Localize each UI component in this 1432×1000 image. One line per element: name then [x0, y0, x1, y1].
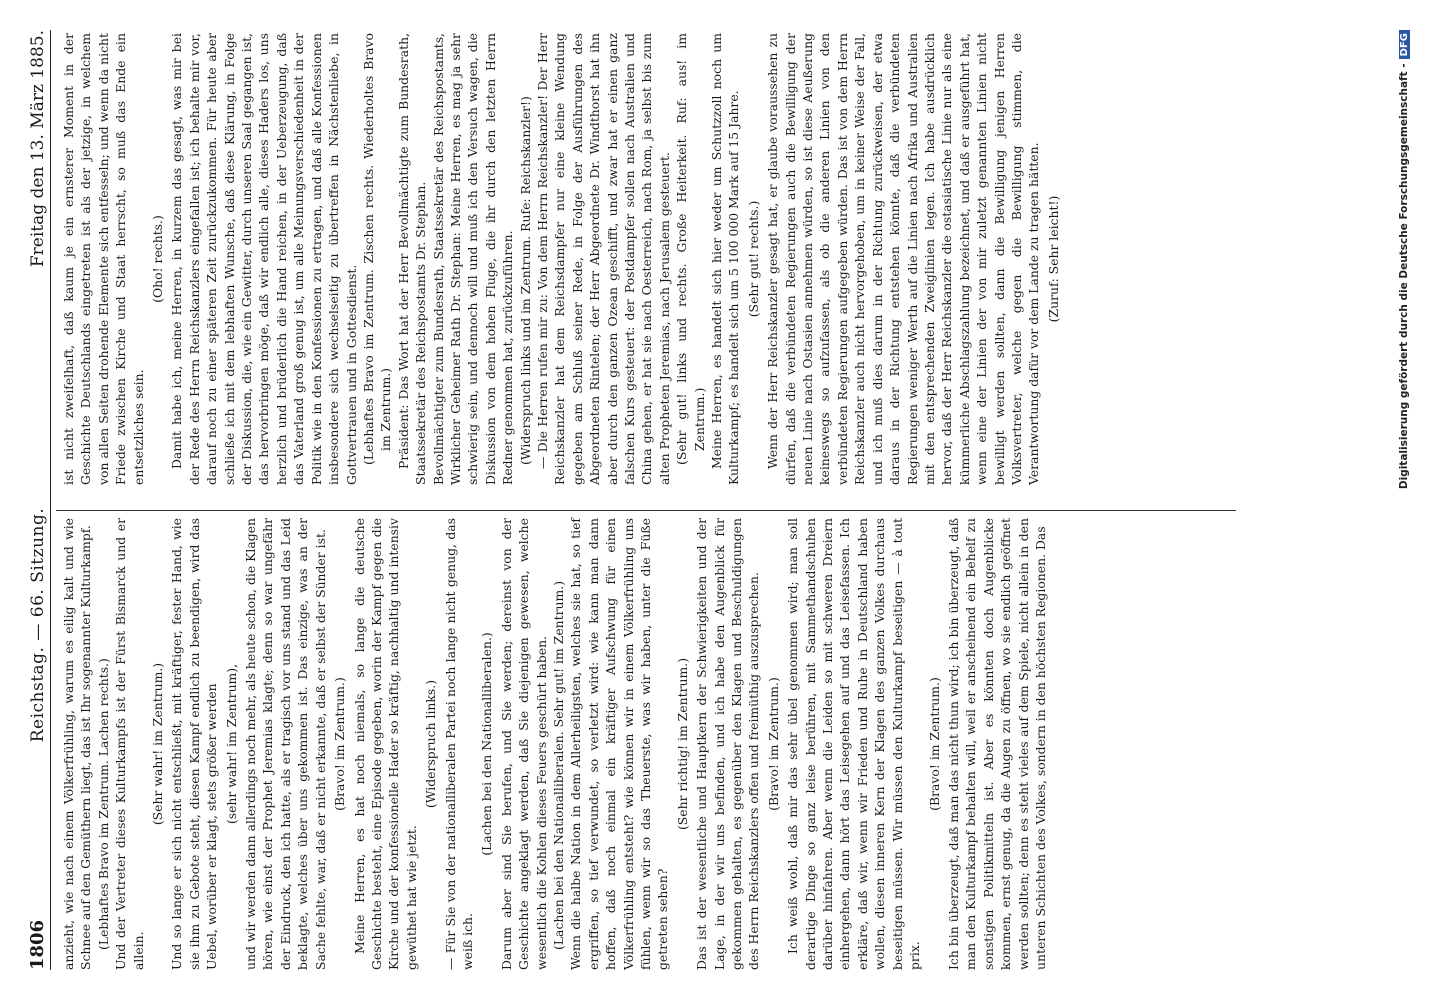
paragraph: Ich bin überzeugt, daß man das nicht thun wird; ich bin überzeugt, daß man den Kulturkampf behalten will, weil er anscheinend ein Behelf zu sonstigen Politikmitteln ist. Aber es könnten doch Augenblicke kommen, ernst genug, da die Augen zu öffnen, wo sie endlich geöffnet werden sollten; denn es steht vieles auf dem Spiele, nicht allein in den unteren Schichten des Volkes, sondern in den höchsten Regionen. Das [945, 518, 1048, 970]
interjection: (Lebhaftes Bravo im Zentrum. Zischen rechts. Wiederholtes Bravo im Zentrum.) [360, 33, 394, 465]
footer-text: Digitalisierung gefördert durch die Deutsche Forschungsgemeinschaft - [1398, 63, 1410, 490]
interjection: (Oho! rechts.) [150, 215, 166, 303]
paragraph: — Für Sie von der nationalliberalen Partei noch lange nicht genug, das weiß ich. [442, 518, 475, 970]
paragraph: Bevollmächtigter zum Bundesrath, Staatssekretär des Reichspostamts, Wirklicher Geheimer Rath Dr. Stephan: Meine Herren, es mag ja sehr schwierig sein, und dennoch will und muß ich den Versuch wagen, die Diskussion von dem hohen Fluge, die ihr durch den letzten Herrn Redner genommen hat, zurückzuführen. [430, 33, 516, 485]
paragraph: ist nicht zweifelhaft, daß kaum je ein ernsterer Moment in der Geschichte Deutschlands eingetreten ist als der jetzige, in welchem von allen Seiten drohende Elemente sich entfesseln; und wenn da nicht Friede zwischen Kirche und Staat herrscht, so muß das Ende ein entsetzliches sein. [61, 33, 146, 485]
paragraph: und wir werden dann allerdings noch mehr, als heute schon, die Klagen hören, wie einst der Prophet Jeremias klagte; denn so war ungefähr der Eindruck, den ich hatte, als er tragisch vor uns stand und das Leid beklagte, welches über uns gekommen ist. Das einzige, was an der Sache fehlte, war, daß er nicht erkannte, daß er selbst der Sünder ist. [243, 518, 328, 970]
interjection: (Zuruf: Sehr leicht!) [1045, 195, 1061, 323]
interjection: (Sehr wahr! im Zentrum.) [150, 662, 166, 826]
interjection: (Lebhaftes Bravo im Zentrum. Lachen rechts.) [95, 658, 111, 950]
paragraph: Und der Vertreter dieses Kulturkampfs ist der Fürst Bismarck und er allein. [113, 518, 146, 970]
right-column [60, 33, 1064, 485]
paragraph: Wenn der Herr Reichskanzler gesagt hat, er glaube voraussehen zu dürfen, daß die verbündeten Regierungen auch die Bewilligung der neuen Linie nach Ostasien annehmen würden, so ist diese Aeußerung keineswegs so aufzufassen, als ob die anderen Linien von den verbündeten Regierungen aufgegeben würden. Das ist von dem Herrn Reichskanzler auch nicht hervorgehoben, um in keiner Weise der Fall, und ich muß dies darum in der Richtung zurückweisen, der etwa daraus in der Richtung entstehen könnte, daß die verbündeten Regierungen weniger Werth auf die Linien nach Afrika und Australien mit den entsprechenden Zweiglinien legen. Ich habe ausdrücklich hervor, daß der Herr Reichskanzler die ostasiatische Linie nur als eine kümmerliche Abschlagszahlung bezeichnet, und daß er ausgeführt hat, wenn eine der Linien der von mir zuletzt genannten Linien nicht bewilligt werden sollten, dann die Bewilligung jenigen Herren Volksvertreter, welche gegen die Bewilligung stimmen, die Verantwortung dafür vor dem Lande zu tragen hätten. [765, 33, 1042, 485]
paragraph: Und so lange er sich nicht entschließt, mit kräftiger, fester Hand, wie sie ihm zu Gebote steht, diesen Kampf endlich zu beendigen, wird das Uebel, worüber er klagt, stets größer werden [169, 518, 220, 970]
paragraph: anzieht, wie nach einem Völkerfrühling, warum es eilig kalt und wie Schnee auf den Gemüthern liegt, das ist Ihr sogenannter Kulturkampf. [61, 518, 94, 970]
left-column [60, 518, 1049, 970]
page-header [22, 30, 48, 970]
interjection: (Widerspruch links.) [423, 679, 439, 809]
interjection: (Lachen bei den Nationalliberalen.) [479, 632, 495, 856]
paragraph: Meine Herren, es hat noch niemals, so lange die deutsche Geschichte besteht, eine Episode gegeben, worin der Kampf gegen die Kirche und der konfessionelle Hader so kräftig, nachhaltig und intensiv gewüthet hat wie jetzt. [351, 518, 419, 970]
paragraph: Das ist der wesentliche und Hauptkern der Schwierigkeiten und der Lage, in der wir uns befinden, und ich habe den Augenblick für gekommen gehalten, es gegenüber den Klagen und Beschuldigungen des Herrn Reichskanzlers offen und freimüthig auszusprechen. [694, 518, 762, 970]
column-divider [56, 510, 1236, 511]
interjection: (sehr wahr! im Zentrum), [223, 663, 239, 825]
interjection: (Lachen bei den Nationalliberalen. Sehr gut! im Zentrum.) [550, 580, 566, 950]
interjection: (Bravo! im Zentrum.) [332, 677, 348, 811]
paragraph: — Die Herren rufen mir zu: Von dem Herrn Reichskanzler! Der Herr Reichskanzler hat dem Reichsdampfer nur eine kleine Wendung gegeben am Schluß seiner Rede, in Folge der Ausführungen des Abgeordneten Rintelen; der Herr Abgeordnete Dr. Windthorst hat ihn aber durch den ganzen Ozean geschifft, und zwar hat er einen ganz falschen Kurs gesteuert: der Postdampfer sollen nach Australien und China gehen, er hat sie nach Oesterreich, nach Rom, ja selbst bis zum alten Propheten Jeremias, nach Jerusalem gesteuert. [534, 33, 672, 485]
paragraph: Wenn die halbe Nation in dem Allerheiligsten, welches sie hat, so tief ergriffen, so tief verwundet, so verletzt wird: wie kann man dann hoffen, daß noch einmal ein kräftiger Aufschwung für einen Völkerfrühling entsteht? wie können wir in einem Völkerfrühling uns fühlen, wenn wir so das Theuerste, was wir haben, unter die Füße getreten sehen? [568, 518, 671, 970]
session-date: Freitag den 13. März 1885. [28, 30, 48, 268]
paragraph: Präsident: Das Wort hat der Herr Bevollmächtigte zum Bundesrath, Staatssekretär des Reichspostamts Dr. Stephan. [395, 33, 429, 485]
interjection: (Bravo! im Zentrum.) [765, 677, 781, 811]
paragraph: Meine Herren, es handelt sich hier weder um Schutzzoll noch um Kulturkampf; es handelt sich um 5 100 000 Mark auf 15 Jahre. [709, 33, 742, 485]
paragraph: Damit habe ich, meine Herren, in kurzem das gesagt, was mir bei der Rede des Herrn Reichskanzlers eingefallen ist; ich behalte mir vor, darauf noch zu einer späteren Zeit zurückzukommen. Für heute aber schließe ich mit dem lebhaften Wunsche, daß diese Klärung, in Folge der Diskussion, die, wie ein Gewitter, durch unseren Saal gegangen ist, das hervorbringen möge, daß wir endlich alle, dieses Haders los, uns herzlich und brüderlich die Hand reichen, in der Ueberzeugung, daß das Vaterland groß genug ist, um alle Meinungsverschiedenheit in der Politik wie in den Konfessionen zu ertragen, und daß alle Konfessionen insbesondere sich wechselseitig zu übertreffen in Nächstenliebe, in Gottvertrauen und in Gottesdienst. [169, 33, 359, 485]
header-rule [50, 30, 51, 970]
interjection: (Sehr gut! rechts.) [745, 200, 761, 318]
footer-credit [1398, 30, 1410, 970]
page-number: 1806 [27, 919, 48, 970]
interjection: (Bravo! im Zentrum.) [926, 677, 942, 811]
dfg-logo: DFG [1399, 30, 1410, 59]
paragraph: Ich weiß wohl, daß mir das sehr übel genommen wird; man soll derartige Dinge so ganz leise berühren, mit Sammethandschuhen darüber hinfahren. Aber wenn die Leiden so mit schweren Dreiern einhergehen, dann hört das Leisegehen auf und das Leisefassen. Ich erkläre, daß wir, wenn wir Frieden und Ruhe in Deutschland haben wollen, diesen inneren Kern der Klagen des ganzen Volkes durchaus beseitigen müssen. Wir müssen den Kulturkampf beseitigen — à tout prix. [785, 518, 923, 970]
paragraph: Darum aber sind Sie berufen, und Sie werden; dereinst von der Geschichte angeklagt werden, daß Sie diejenigen gewesen, welche wesentlich die Kohlen dieses Feuers geschürt haben. [498, 518, 549, 970]
session-title: Reichstag. — 66. Sitzung. [28, 507, 48, 743]
interjection: (Sehr gut! links und rechts. Große Heiterkeit. Ruf: aus! im Zentrum.) [674, 33, 707, 465]
interjection: (Sehr richtig! im Zentrum.) [674, 657, 690, 831]
interjection: (Widerspruch links und im Zentrum. Rufe: Reichskanzler!) [517, 96, 533, 465]
